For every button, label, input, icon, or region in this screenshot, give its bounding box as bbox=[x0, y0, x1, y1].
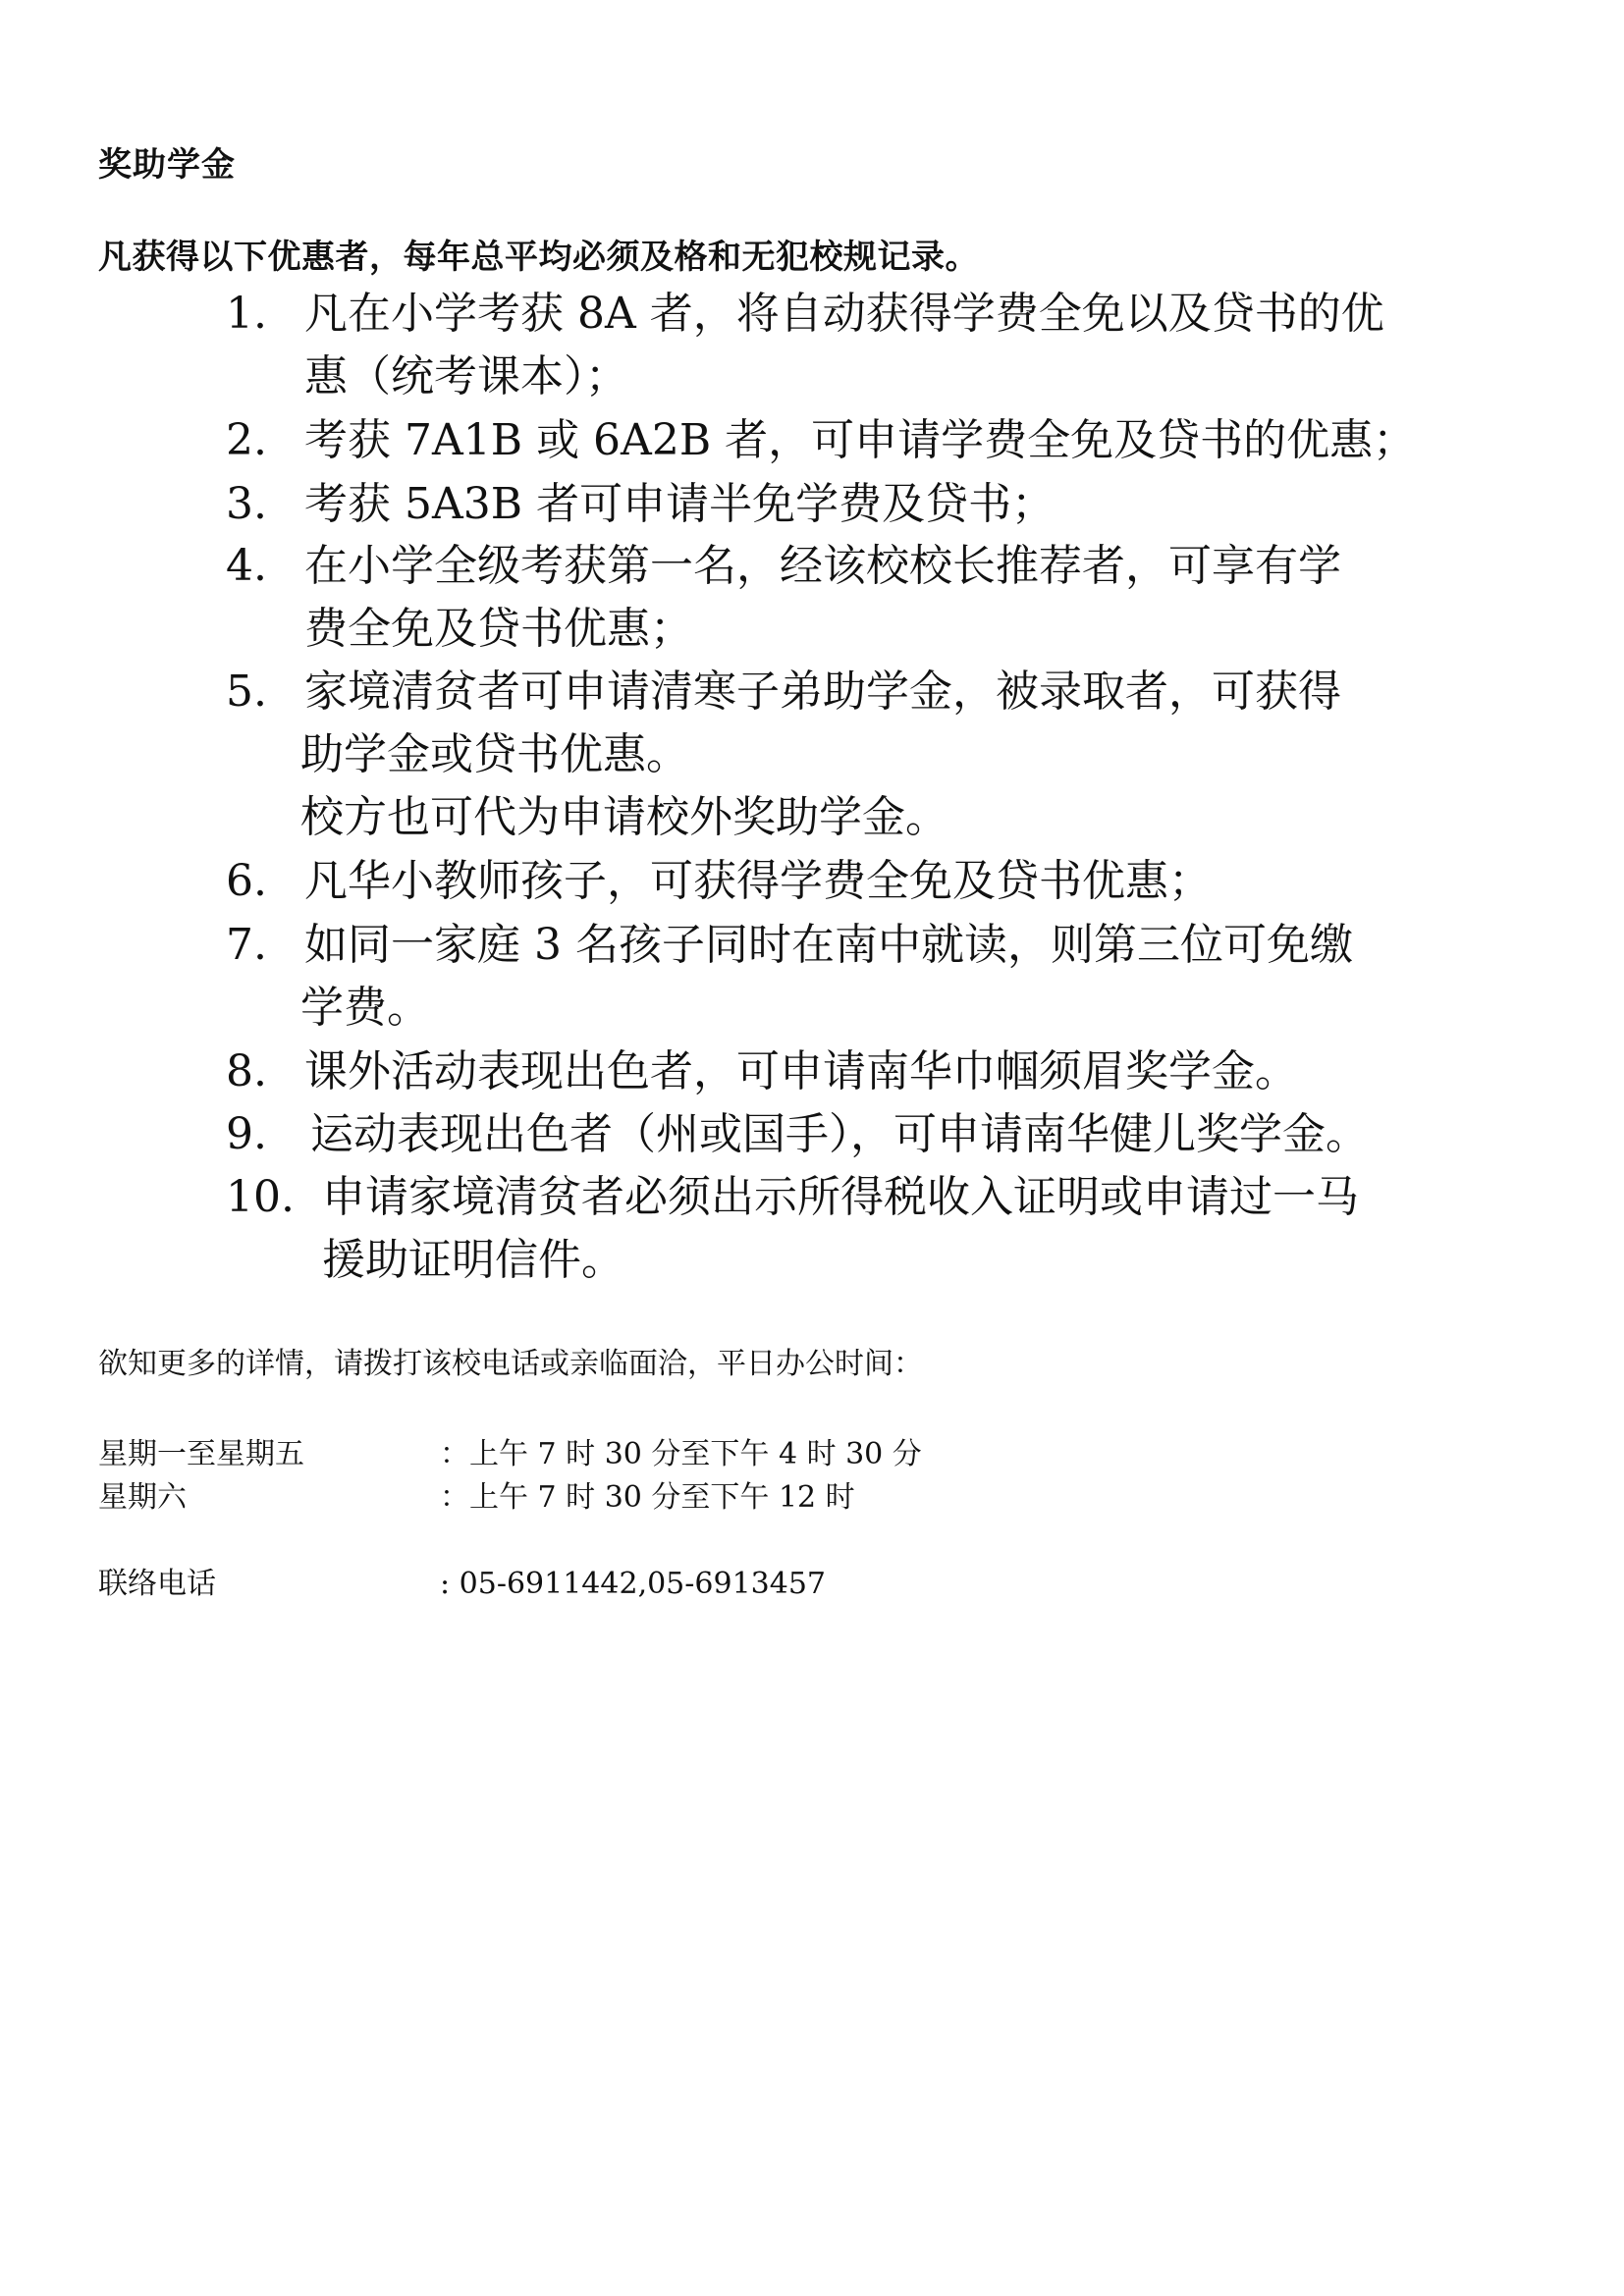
item-line: 考获 5A3B 者可申请半免学费及贷书； bbox=[304, 479, 1056, 529]
page-title: 奖助学金 bbox=[98, 145, 236, 185]
item-number: 3. bbox=[226, 479, 267, 529]
item-line: 学费。 bbox=[300, 983, 430, 1033]
item-number: 8. bbox=[226, 1046, 267, 1096]
item-number: 6. bbox=[226, 856, 267, 906]
item-number: 7. bbox=[226, 920, 267, 970]
item-line: 惠（统考课本）； bbox=[304, 351, 628, 401]
contact-intro: 欲知更多的详情，请拨打该校电话或亲临面洽，平日办公时间： bbox=[98, 1347, 923, 1381]
item-line: 考获 7A1B 或 6A2B 者，可申请学费全免及贷书的优惠； bbox=[304, 415, 1417, 465]
hours-label-weekdays: 星期一至星期五 bbox=[98, 1437, 304, 1471]
item-number: 10. bbox=[226, 1172, 295, 1222]
hours-value-weekdays: ：上午 7 时 30 分至下午 4 时 30 分 bbox=[440, 1437, 922, 1471]
item-line: 凡在小学考获 8A 者，将自动获得学费全免以及贷书的优 bbox=[304, 289, 1384, 339]
item-line: 运动表现出色者（州或国手），可申请南华健儿奖学金。 bbox=[310, 1109, 1369, 1159]
item-line: 援助证明信件。 bbox=[322, 1235, 624, 1285]
item-line: 家境清贫者可申请清寒子弟助学金，被录取者，可获得 bbox=[304, 667, 1341, 717]
intro-text: 凡获得以下优惠者，每年总平均必须及格和无犯校规记录。 bbox=[98, 238, 979, 277]
item-number: 2. bbox=[226, 415, 267, 465]
hours-label-saturday: 星期六 bbox=[98, 1480, 187, 1515]
item-line: 申请家境清贫者必须出示所得税收入证明或申请过一马 bbox=[322, 1172, 1359, 1222]
item-line: 校方也可代为申请校外奖助学金。 bbox=[300, 792, 948, 842]
item-line: 如同一家庭 3 名孩子同时在南中就读，则第三位可免缴 bbox=[304, 920, 1353, 970]
item-line: 课外活动表现出色者，可申请南华巾帼须眉奖学金。 bbox=[304, 1046, 1298, 1096]
phone-label: 联络电话 bbox=[98, 1567, 216, 1601]
item-line: 助学金或贷书优惠。 bbox=[300, 729, 689, 779]
item-number: 9. bbox=[226, 1109, 267, 1159]
item-line: 在小学全级考获第一名，经该校校长推荐者，可享有学 bbox=[304, 541, 1341, 591]
phone-value: : 05-6911442,05-6913457 bbox=[440, 1567, 827, 1601]
item-number: 4. bbox=[226, 541, 267, 591]
item-number: 1. bbox=[226, 289, 267, 339]
item-line: 凡华小教师孩子，可获得学费全免及贷书优惠； bbox=[304, 856, 1212, 906]
item-line: 费全免及贷书优惠； bbox=[304, 604, 693, 654]
hours-value-saturday: ：上午 7 时 30 分至下午 12 时 bbox=[440, 1480, 855, 1515]
item-number: 5. bbox=[226, 667, 267, 717]
